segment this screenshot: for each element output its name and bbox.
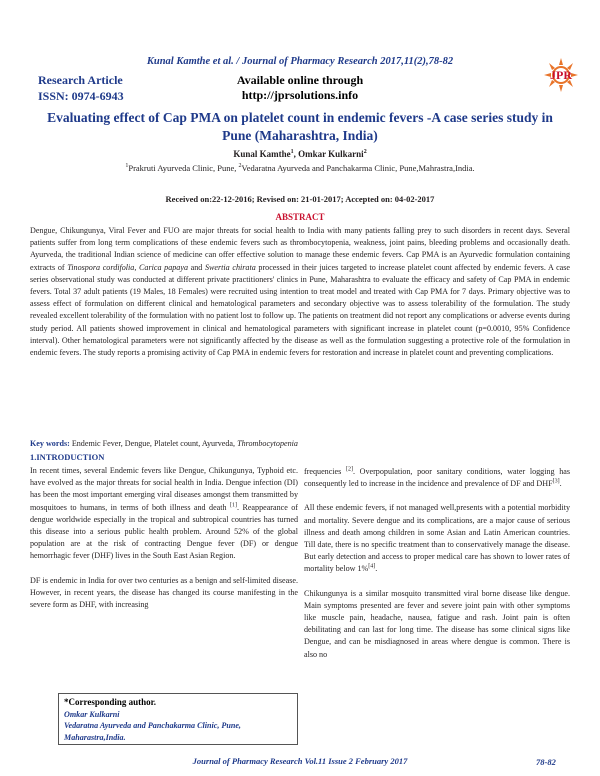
intro-paragraph bbox=[30, 465, 298, 563]
affil-2: Vedaratna Ayurveda and Panchakarma Clinic, Pune,Mahrastra,India. bbox=[241, 163, 475, 173]
section-heading-introduction: 1.INTRODUCTION bbox=[30, 452, 105, 462]
citation-link[interactable]: [2] bbox=[345, 466, 353, 473]
issn: ISSN: 0974-6943 bbox=[38, 89, 124, 103]
abstract-part-2: processed in their juices targeted to increase platelet count affected by endemic fevers. A case series observational study was conducted at different private practitioners' clinics in Pune, Maharashtra to evaluate the efficacy and safety of Cap PMA in endemic fevers. Total 37 adult patients (19 Males, 18 Females) were recruited using intention to treat model and treated with Cap PMA for 7 days. Primary objective was to assess effect of formulation on different clinical and hematological parameters and secondary objective was to assess tolerability of the formulation. The study revealed excellent tolerability of the formulation with no patient lost to follow up. The patients on treatment did not report any complications or adverse events during study period. All patients showed improvement in clinical and hematological parameters with significant increase in platelet count (p=0.0010, 95% Confidence interval). Other hematological parameters were not significantly affected by the disease as well as the formulation suggesting a protective role of the formulation in endemic fevers. The study reports a promising activity of Cap PMA in endemic fevers for restoration and increase in platelet count and preventing complications. bbox=[30, 262, 571, 358]
page-range: 78-82 bbox=[536, 757, 556, 767]
intro-paragraph: Chikungunya is a similar mosquito transmitted viral borne disease like dengue. Main symptoms presented are fever and severe joint pain with other symptoms like muscle pain, headache, nausea, fatigue and rash. Joint pain is often debilitating and can last for long time. The disease has some clinical signs like Dengue, and can be misdiagnosed in areas where dengue is common. There is also no bbox=[304, 588, 570, 659]
abstract-part-1: Dengue, Chikungunya, Viral Fever and FUO are major threats for social health to India with many patients falling prey to such disorders in recent days. Several patients suffer from long term complications of these endemic fevers such as thrombocytopenia, weakness, joint pains, bleeding problems and occasionally death. Ayurveda, the traditional Indian science of medicine can offer effective solution to manage these endemic fevers. Cap PMA is an Ayurvedic formulation containing extracts of bbox=[30, 226, 570, 272]
intro-paragraph bbox=[304, 502, 570, 575]
submission-dates: Received on:22-12-2016; Revised on: 21-01-2017; Accepted on: 04-02-2017 bbox=[165, 194, 435, 204]
species-3: Swertia chirata bbox=[204, 262, 256, 272]
journal-footer: Journal of Pharmacy Research Vol.11 Issue 2 February 2017 bbox=[192, 756, 408, 766]
keywords-label: Key words: bbox=[30, 439, 70, 448]
species-2: Carica papaya bbox=[139, 262, 188, 272]
species-1: Tinospora cordifolia bbox=[67, 262, 135, 272]
intro-right-column bbox=[304, 466, 570, 673]
intro-text: frequencies bbox=[304, 467, 346, 476]
author-1-affil-mark: 1 bbox=[290, 149, 294, 155]
affil-2-mark: 2 bbox=[238, 163, 242, 170]
intro-text: All these endemic fevers, if not managed well,presents with a potential morbidity and mortality. Severe dengue and its complications, are a major cause of serious illness and death among children in some Asian and Latin American countries. Till date, there is no specific treatment than to conservatively manage the disease. But early detection and access to proper medical care has shown to lower rates of mortality below 1% bbox=[304, 503, 570, 574]
citation-link[interactable]: [3] bbox=[552, 478, 560, 485]
author-separator: , bbox=[293, 149, 299, 159]
authors bbox=[0, 149, 600, 159]
intro-text: . Overpopulation, poor sanitary conditions, water logging has consequently led to increase in the incidence and prevalence of DF and DHF bbox=[304, 467, 570, 489]
availability-note: Available online through bbox=[236, 73, 364, 87]
species-sep-1: , bbox=[134, 262, 140, 272]
species-sep-2: and bbox=[188, 262, 205, 272]
intro-left-column bbox=[30, 465, 298, 623]
keywords bbox=[30, 439, 570, 448]
corresponding-author-address: Vedaratna Ayurveda and Panchakarma Clinic, Pune, Maharastra,India. bbox=[64, 721, 241, 742]
jpr-logo-icon bbox=[536, 54, 586, 96]
running-head: Kunal Kamthe et al. / Journal of Pharmacy Research 2017,11(2),78-82 bbox=[146, 56, 454, 67]
website-link[interactable]: http://jprsolutions.info bbox=[241, 88, 359, 102]
intro-text: . Reappearance of dengue worldwide especially in the tropical and subtropical countries has turned this disease into a serious public health problem. Around 52% of the global population are at the risk of contracting Dengue fever (DF) or dengue hemorrhagic fever (DHF) lives in the South East Asian Region. bbox=[30, 502, 298, 561]
intro-text: . bbox=[559, 479, 562, 489]
affil-1-mark: 1 bbox=[125, 163, 129, 170]
author-2-affil-mark: 2 bbox=[363, 149, 367, 155]
affil-1: Prakruti Ayurveda Clinic, Pune, bbox=[128, 163, 239, 173]
corresponding-author-box bbox=[58, 693, 298, 745]
intro-paragraph bbox=[304, 466, 570, 490]
logo-text: JPR bbox=[550, 68, 572, 82]
abstract-heading: ABSTRACT bbox=[275, 212, 325, 222]
abstract-text bbox=[30, 225, 570, 359]
citation-link[interactable]: [1] bbox=[229, 501, 237, 508]
corresponding-author-name: Omkar Kulkarni bbox=[64, 709, 120, 719]
keyword-italic: Thrombocytopenia bbox=[237, 439, 298, 448]
author-1: Kunal Kamthe bbox=[233, 149, 291, 159]
citation-link[interactable]: [4] bbox=[368, 563, 376, 570]
intro-text: . bbox=[375, 564, 378, 574]
author-2: Omkar Kulkarni bbox=[298, 149, 364, 159]
intro-text: In recent times, several Endemic fevers like Dengue, Chikungunya, Typhoid etc. have evolved as the major threats for social health in India. Dengue infection (DI) has been the most important emerging viral diseases amongst them transmitted by mosquitoes to humans, in terms of both illness and death bbox=[30, 466, 298, 512]
intro-paragraph: DF is endemic in India for over two centuries as a benign and self-limited disease. However, in recent years, the disease has changed its course manifesting in the severe form as DHF, with increasing bbox=[30, 575, 298, 610]
affiliations bbox=[0, 163, 600, 173]
article-type: Research Article bbox=[38, 73, 123, 87]
keywords-list: Endemic Fever, Dengue, Platelet count, Ayurveda, bbox=[69, 439, 238, 448]
article-title: Evaluating effect of Cap PMA on platelet count in endemic fevers -A case series study in Pune (Maharashtra, India) bbox=[47, 110, 553, 143]
corresponding-author-label: *Corresponding author. bbox=[64, 697, 157, 707]
